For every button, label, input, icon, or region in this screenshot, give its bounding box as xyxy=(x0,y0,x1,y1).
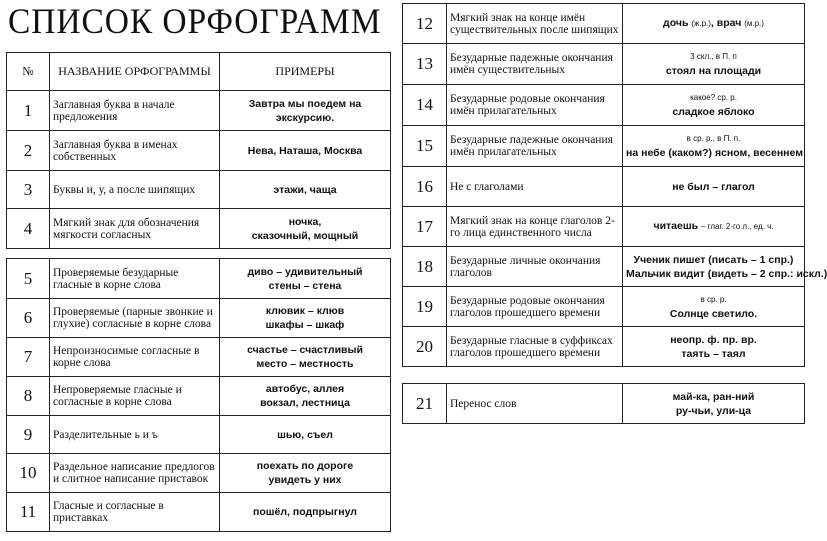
example-note: в ср. р., в П. п. xyxy=(686,134,741,143)
example-line: шью, съел xyxy=(277,428,333,441)
orthogram-examples xyxy=(623,4,805,44)
orthogram-name: Проверяемые (парные звонкие и глухие) согласные в корне слова xyxy=(50,299,220,338)
orthogram-row-10 xyxy=(7,454,391,493)
orthogram-row-14 xyxy=(403,85,805,126)
orthogram-name: Заглавная буква в именах собственных xyxy=(50,131,220,171)
example-line: неопр. ф. пр. вр. xyxy=(670,333,757,346)
example-line: ру-чьи, ули-ца xyxy=(675,404,752,417)
example-line: этажи, чаща xyxy=(273,183,337,196)
orthogram-name: Заглавная буква в начале предложения xyxy=(50,91,220,131)
row-number: 15 xyxy=(403,126,447,167)
orthogram-examples xyxy=(220,131,391,171)
orthogram-examples xyxy=(623,85,805,126)
orthogram-row-18 xyxy=(403,247,805,287)
example-line: читаешь – глаг. 2-го л., ед. ч. xyxy=(653,220,774,232)
row-number: 16 xyxy=(403,167,447,207)
row-number: 11 xyxy=(7,493,50,532)
orthogram-examples xyxy=(623,44,805,85)
row-number: 5 xyxy=(7,259,50,299)
example-line: ночка, xyxy=(288,215,322,228)
row-number: 9 xyxy=(7,416,50,454)
orthogram-examples xyxy=(220,338,391,377)
orthogram-name: Безударные падежные окончания имён прилагательных xyxy=(447,126,623,167)
orthogram-examples xyxy=(220,416,391,454)
orthogram-examples xyxy=(220,377,391,416)
example-line: счастье – счастливый xyxy=(247,344,363,356)
orthogram-row-7 xyxy=(7,338,391,377)
orthogram-table-hyphenation xyxy=(402,383,805,424)
orthogram-row-5 xyxy=(7,259,391,299)
example-line: Солнце светило. xyxy=(669,307,758,320)
example-line: клювик – клюв xyxy=(265,305,345,317)
example-line: пошёл, подпрыгнул xyxy=(253,506,357,518)
orthogram-row-17 xyxy=(403,207,805,247)
example-line: увидеть у них xyxy=(268,474,342,486)
orthogram-row-16 xyxy=(403,167,805,207)
orthogram-name: Безударные гласные в суффиксах глаголов прошедшего времени xyxy=(447,327,623,367)
orthogram-name: Безударные личные окончания глаголов xyxy=(447,247,623,287)
orthogram-table-basic xyxy=(6,52,391,249)
row-number: 18 xyxy=(403,247,447,287)
row-number: 21 xyxy=(403,384,447,424)
orthogram-name: Мягкий знак на конце имён существительных после шипящих xyxy=(447,4,623,44)
example-note: в ср. р. xyxy=(700,294,727,304)
orthogram-examples xyxy=(220,493,391,532)
row-number: 3 xyxy=(7,171,50,209)
orthogram-name: Непроизносимые согласные в корне слова xyxy=(50,338,220,377)
example-line: стоял на площади xyxy=(665,65,762,77)
example-note: 3 скл., в П. п xyxy=(690,52,737,61)
table-header-row xyxy=(7,53,391,91)
orthogram-row-21 xyxy=(403,384,805,424)
orthogram-name: Не с глаголами xyxy=(447,167,623,207)
example-line: дочь (ж.р.), врач (м.р.) xyxy=(663,17,764,29)
orthogram-name: Безударные падежные окончания имён существительных xyxy=(447,44,623,85)
orthogram-row-19 xyxy=(403,287,805,327)
example-line: экскурсию. xyxy=(275,111,335,124)
orthogram-row-9 xyxy=(7,416,391,454)
orthogram-examples xyxy=(220,209,391,249)
row-number: 8 xyxy=(7,377,50,416)
example-line: стены – стена xyxy=(268,279,342,292)
row-number: 13 xyxy=(403,44,447,85)
example-line: вокзал, лестница xyxy=(260,397,350,409)
orthogram-name: Перенос слов xyxy=(447,384,623,424)
orthogram-examples xyxy=(623,126,805,167)
orthogram-examples xyxy=(623,327,805,367)
example-line: поехать по дороге xyxy=(256,460,354,472)
orthogram-name: Мягкий знак на конце глаголов 2-го лица единственного числа xyxy=(447,207,623,247)
orthogram-examples xyxy=(623,167,805,207)
orthogram-name: Буквы и, у, а после шипящих xyxy=(50,171,220,209)
orthogram-examples xyxy=(220,171,391,209)
orthogram-examples xyxy=(220,454,391,493)
row-number: 12 xyxy=(403,4,447,44)
orthogram-name: Мягкий знак для обозначения мягкости согласных xyxy=(50,209,220,249)
page-title: СПИСОК ОРФОГРАММ xyxy=(8,1,382,41)
row-number: 6 xyxy=(7,299,50,338)
example-line: Нева, Наташа, Москва xyxy=(247,144,363,157)
example-line: место – местность xyxy=(256,358,354,370)
row-number: 19 xyxy=(403,287,447,327)
orthogram-name: Непроверяемые гласные и согласные в корне слова xyxy=(50,377,220,416)
orthogram-examples xyxy=(623,384,805,424)
orthogram-examples xyxy=(623,287,805,327)
orthogram-row-12 xyxy=(403,4,805,44)
orthogram-examples xyxy=(220,259,391,299)
orthogram-examples xyxy=(623,247,827,287)
orthogram-name: Раздельное написание предлогов и слитное написание приставок xyxy=(50,454,220,493)
example-line: диво – удивительный xyxy=(247,265,363,278)
example-line: Ученик пишет (писать – 1 спр.) xyxy=(633,253,794,266)
orthogram-row-20 xyxy=(403,327,805,367)
orthogram-row-13 xyxy=(403,44,805,85)
header-number: № xyxy=(7,53,50,91)
row-number: 7 xyxy=(7,338,50,377)
example-line: сладкое яблоко xyxy=(672,106,755,118)
example-note: какое? ср. р. xyxy=(690,93,737,102)
example-line: таять – таял xyxy=(681,347,746,360)
orthogram-row-15 xyxy=(403,126,805,167)
row-number: 4 xyxy=(7,209,50,249)
row-number: 17 xyxy=(403,207,447,247)
example-line: автобус, аллея xyxy=(265,383,345,395)
orthogram-name: Разделительные ь и ъ xyxy=(50,416,220,454)
orthogram-name: Гласные и согласные в приставках xyxy=(50,493,220,532)
example-line: сказочный, мощный xyxy=(251,229,359,242)
orthogram-row-4 xyxy=(7,209,391,249)
orthogram-row-3 xyxy=(7,171,391,209)
orthogram-examples xyxy=(220,91,391,131)
orthogram-examples xyxy=(623,207,805,247)
orthogram-row-11 xyxy=(7,493,391,532)
orthogram-row-1 xyxy=(7,91,391,131)
example-line: на небе (каком?) ясном, весеннем xyxy=(626,147,803,159)
example-line: Мальчик видит (видеть – 2 спр.: искл.) xyxy=(626,267,827,280)
row-number: 10 xyxy=(7,454,50,493)
row-number: 14 xyxy=(403,85,447,126)
orthogram-name: Проверяемые безударные гласные в корне слова xyxy=(50,259,220,299)
orthogram-row-8 xyxy=(7,377,391,416)
example-line: Завтра мы поедем на xyxy=(248,97,362,110)
example-line: не был – глагол xyxy=(672,180,755,193)
orthogram-table-root xyxy=(6,258,391,532)
header-examples: ПРИМЕРЫ xyxy=(220,53,391,91)
orthogram-examples xyxy=(220,299,391,338)
orthogram-table-endings xyxy=(402,3,827,367)
orthogram-name: Безударные родовые окончания имён прилагательных xyxy=(447,85,623,126)
row-number: 1 xyxy=(7,91,50,131)
row-number: 20 xyxy=(403,327,447,367)
example-line: шкафы – шкаф xyxy=(265,319,345,331)
orthogram-name: Безударные родовые окончания глаголов прошедшего времени xyxy=(447,287,623,327)
header-name: НАЗВАНИЕ ОРФОГРАММЫ xyxy=(50,53,220,91)
row-number: 2 xyxy=(7,131,50,171)
example-line: май-ка, ран-ний xyxy=(672,390,755,403)
orthogram-row-2 xyxy=(7,131,391,171)
orthogram-row-6 xyxy=(7,299,391,338)
